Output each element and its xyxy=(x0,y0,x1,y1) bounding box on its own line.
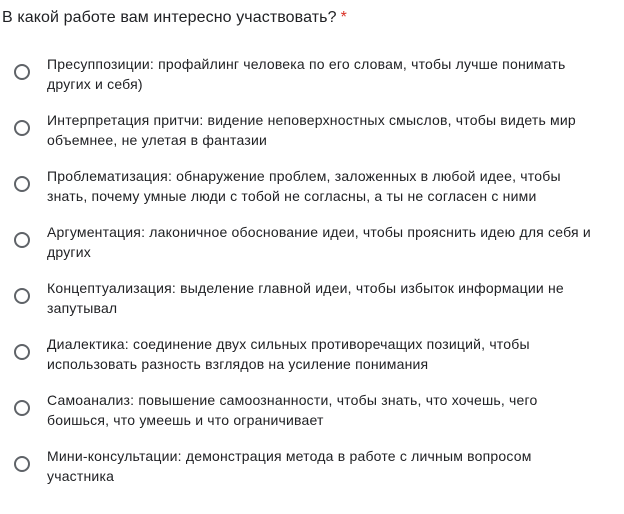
radio-button[interactable] xyxy=(14,232,30,248)
radio-option-self-analysis[interactable] xyxy=(14,390,614,438)
radio-option-problematization[interactable] xyxy=(14,166,614,214)
radio-option-mini-consultations[interactable] xyxy=(14,446,614,494)
radio-option-dialectics[interactable] xyxy=(14,334,614,382)
radio-button[interactable] xyxy=(14,400,30,416)
radio-button[interactable] xyxy=(14,120,30,136)
radio-option-argumentation[interactable] xyxy=(14,222,614,270)
radio-option-label: Интерпретация притчи: видение неповерхностных смыслов, чтобы видеть мир объемнее, не улетая в фантазии xyxy=(47,112,576,148)
radio-button[interactable] xyxy=(14,344,30,360)
radio-option-conceptualization[interactable] xyxy=(14,278,614,326)
radio-option-label: Концептуализация: выделение главной идеи, чтобы избыток информации не запутывал xyxy=(47,280,564,316)
radio-option-label: Диалектика: соединение двух сильных противоречащих позиций, чтобы использовать разность взглядов на усиление понимания xyxy=(47,336,530,372)
radio-option-label: Проблематизация: обнаружение проблем, заложенных в любой идее, чтобы знать, почему умные люди с тобой не согласны, а ты не согласен с ними xyxy=(47,168,561,204)
radio-option-parable-interpretation[interactable] xyxy=(14,110,614,158)
radio-option-label: Самоанализ: повышение самоознанности, чтобы знать, что хочешь, чего боишься, что умеешь и что ограничивает xyxy=(47,392,538,428)
radio-button[interactable] xyxy=(14,288,30,304)
radio-option-label: Пресуппозиции: профайлинг человека по его словам, чтобы лучше понимать других и себя) xyxy=(47,56,566,92)
question-title-text: В какой работе вам интересно участвовать? xyxy=(2,9,337,26)
radio-button[interactable] xyxy=(14,64,30,80)
radio-button[interactable] xyxy=(14,176,30,192)
radio-option-label: Аргументация: лаконичное обоснование идеи, чтобы прояснить идею для себя и других xyxy=(47,224,591,260)
radio-option-label: Мини-консультации: демонстрация метода в работе с личным вопросом участника xyxy=(47,448,532,484)
radio-button[interactable] xyxy=(14,456,30,472)
question-title xyxy=(2,6,347,30)
radio-option-presuppositions[interactable] xyxy=(14,54,614,102)
required-asterisk: * xyxy=(340,9,347,26)
